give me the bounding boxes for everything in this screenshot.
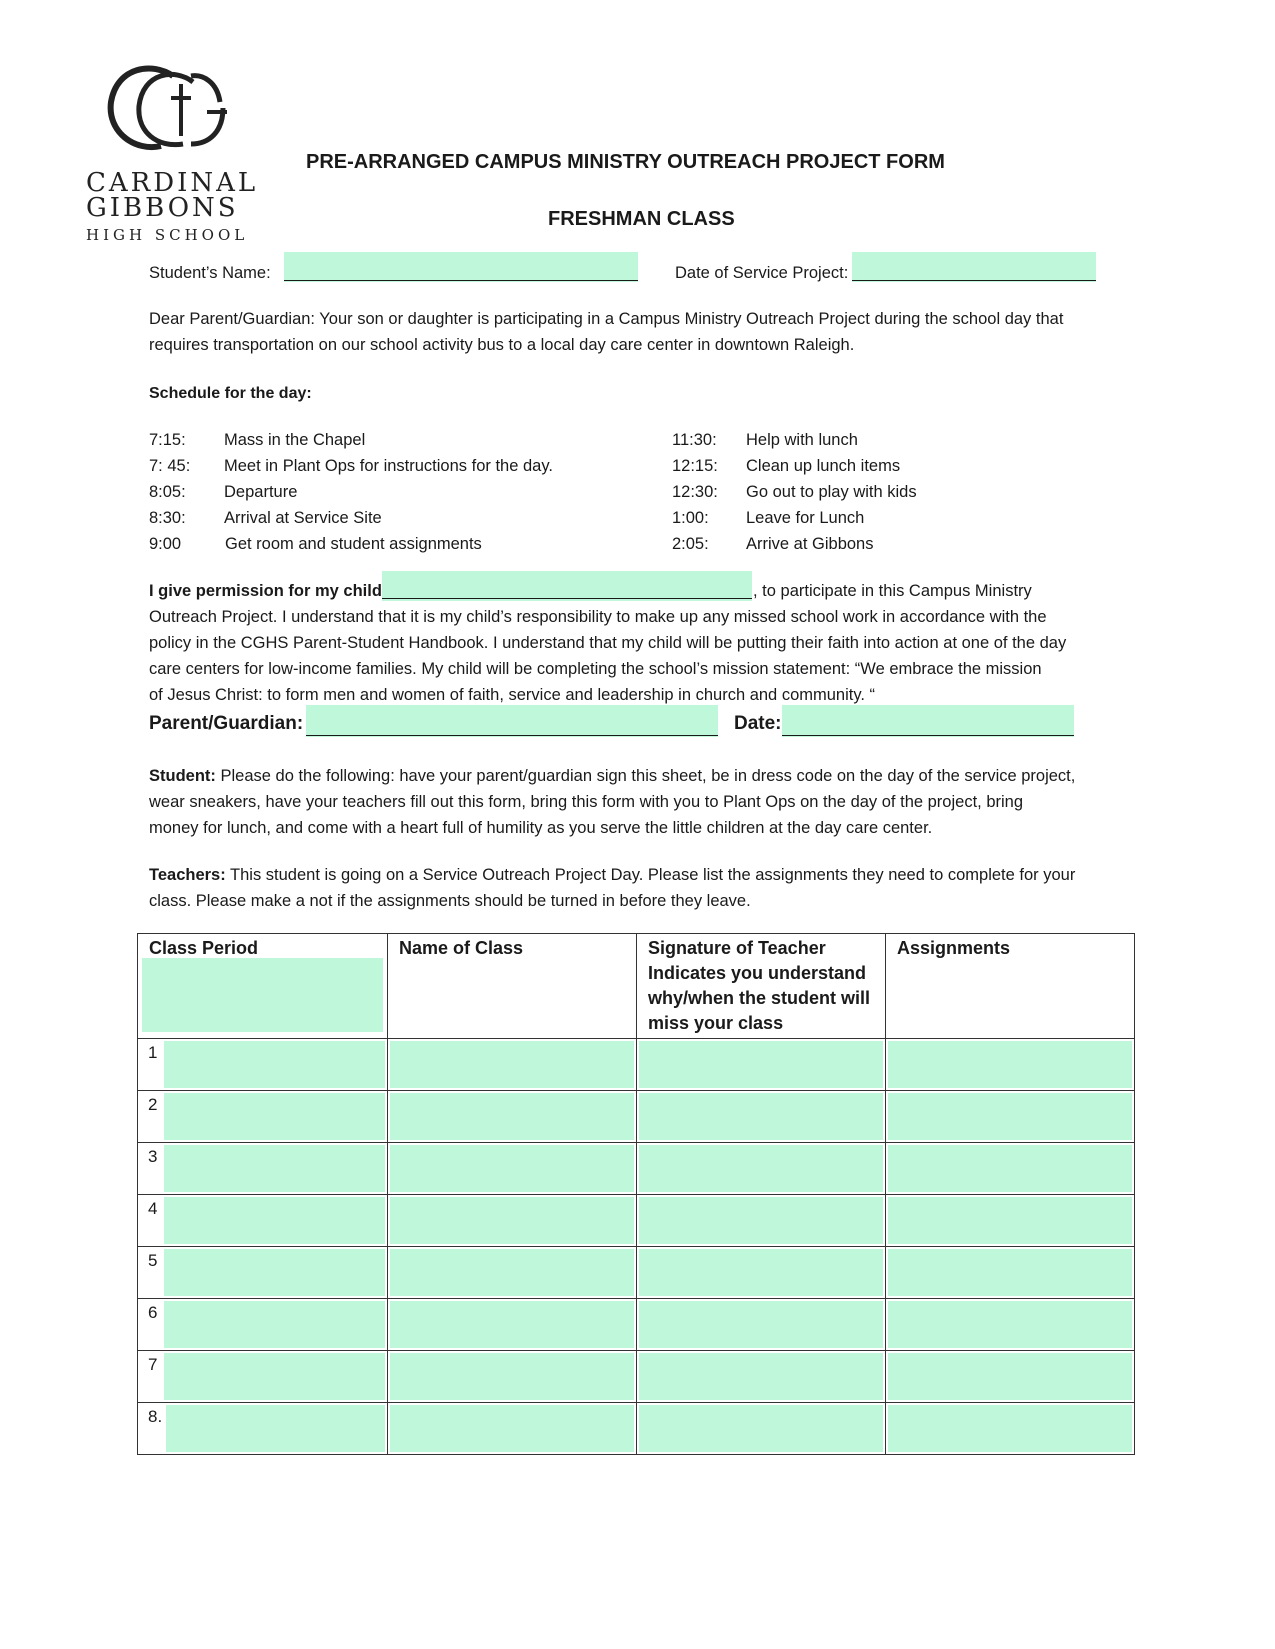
parent-guardian-underline <box>306 735 718 736</box>
table-row <box>138 1091 1135 1143</box>
assignments-cell-field[interactable] <box>888 1197 1132 1244</box>
table-row <box>138 1351 1135 1403</box>
schedule-activity: Mass in the Chapel <box>224 431 366 449</box>
logo-line-cardinal: CARDINAL <box>86 168 259 198</box>
table-row <box>138 1299 1135 1351</box>
class-name-cell-field[interactable] <box>390 1093 634 1140</box>
student-name-underline <box>284 280 638 281</box>
teacher-note-line-1: Teachers: This student is going on a Service Outreach Project Day. Please list the assignments they need to complete for your <box>149 866 1076 884</box>
table-row <box>138 1039 1135 1091</box>
assignments-cell-field[interactable] <box>888 1353 1132 1400</box>
row-number: 3 <box>148 1147 158 1166</box>
teacher-signature-cell-field[interactable] <box>639 1197 883 1244</box>
student-name-label: Student’s Name: <box>149 264 271 282</box>
assignments-cell-field[interactable] <box>888 1093 1132 1140</box>
schedule-time: 7:15: <box>149 431 186 449</box>
class-name-cell-field[interactable] <box>390 1405 634 1452</box>
student-note-line-3: money for lunch, and come with a heart full of humility as you serve the little children at the day care center. <box>149 819 933 837</box>
date-of-service-underline <box>852 280 1096 281</box>
assignments-cell-field[interactable] <box>888 1145 1132 1192</box>
intro-line-1: Dear Parent/Guardian: Your son or daughter is participating in a Campus Ministry Outreach Project during the school day that <box>149 310 1064 328</box>
child-name-field[interactable] <box>382 571 752 601</box>
assignments-cell-field[interactable] <box>888 1301 1132 1348</box>
parent-guardian-field[interactable] <box>306 705 718 737</box>
date-field[interactable] <box>782 705 1074 737</box>
header-signature-of-teacher: Signature of Teacher Indicates you understand why/when the student will miss your class <box>637 934 886 1039</box>
permission-line-2: Outreach Project. I understand that it is my child’s responsibility to make up any missed school work in accordance with the <box>149 608 1047 626</box>
schedule-activity: Departure <box>224 483 298 501</box>
student-note-label: Student: <box>149 767 216 785</box>
form-subtitle: FRESHMAN CLASS <box>548 208 735 230</box>
row-number: 7 <box>148 1355 158 1374</box>
date-of-service-label: Date of Service Project: <box>675 264 849 282</box>
class-name-cell-field[interactable] <box>390 1249 634 1296</box>
student-note-line-1: Student: Please do the following: have your parent/guardian sign this sheet, be in dress code on the day of the service project, <box>149 767 1076 785</box>
class-name-cell-field[interactable] <box>390 1197 634 1244</box>
intro-line-2: requires transportation on our school activity bus to a local day care center in downtown Raleigh. <box>149 336 855 354</box>
schedule-time: 12:30: <box>672 483 718 501</box>
teacher-signature-cell-field[interactable] <box>639 1301 883 1348</box>
class-name-cell-field[interactable] <box>390 1041 634 1088</box>
schedule-activity: Leave for Lunch <box>746 509 865 527</box>
row-number: 4 <box>148 1199 158 1218</box>
table-header-row <box>138 934 1135 1039</box>
assignments-cell-field[interactable] <box>888 1405 1132 1452</box>
schedule-time: 7: 45: <box>149 457 191 475</box>
form-title: PRE-ARRANGED CAMPUS MINISTRY OUTREACH PROJECT FORM <box>306 151 945 173</box>
schedule-heading: Schedule for the day: <box>149 385 312 402</box>
header-class-period: Class Period <box>138 934 388 1039</box>
schedule-activity: Arrive at Gibbons <box>746 535 874 553</box>
header-name-of-class: Name of Class <box>388 934 637 1039</box>
schedule-time: 8:30: <box>149 509 186 527</box>
permission-after-blank: , to participate in this Campus Ministry <box>753 582 1032 600</box>
schedule-time: 11:30: <box>672 431 717 449</box>
row-number: 2 <box>148 1095 158 1114</box>
teacher-note-line-2: class. Please make a not if the assignments should be turned in before they leave. <box>149 892 751 910</box>
row-number: 8. <box>148 1407 163 1426</box>
header-assignments: Assignments <box>886 934 1135 1039</box>
period-cell-field[interactable] <box>166 1405 385 1452</box>
schedule-activity: Get room and student assignments <box>225 535 482 553</box>
logo-line-gibbons: GIBBONS <box>86 193 239 223</box>
row-number: 5 <box>148 1251 158 1270</box>
teacher-signature-cell-field[interactable] <box>639 1041 883 1088</box>
period-cell-field[interactable] <box>164 1093 385 1140</box>
class-name-cell-field[interactable] <box>390 1301 634 1348</box>
schedule-activity: Help with lunch <box>746 431 858 449</box>
schedule-activity: Meet in Plant Ops for instructions for the day. <box>224 457 553 475</box>
schedule-time: 1:00: <box>672 509 709 527</box>
cg-monogram-icon <box>95 62 265 162</box>
assignments-cell-field[interactable] <box>888 1041 1132 1088</box>
date-label: Date: <box>734 713 782 734</box>
row-number: 1 <box>148 1043 158 1062</box>
table-row <box>138 1403 1135 1455</box>
table-row <box>138 1143 1135 1195</box>
student-name-field[interactable] <box>284 252 638 282</box>
schedule-time: 9:00 <box>149 535 182 553</box>
period-cell-field[interactable] <box>164 1353 385 1400</box>
teacher-signature-cell-field[interactable] <box>639 1093 883 1140</box>
schedule-time: 2:05: <box>672 535 709 553</box>
table-row <box>138 1247 1135 1299</box>
teacher-signature-cell-field[interactable] <box>639 1405 883 1452</box>
period-cell-field[interactable] <box>164 1249 385 1296</box>
teacher-signature-cell-field[interactable] <box>639 1145 883 1192</box>
child-name-underline <box>382 598 752 599</box>
assignments-cell-field[interactable] <box>888 1249 1132 1296</box>
schedule-time: 8:05: <box>149 483 186 501</box>
table-row <box>138 1195 1135 1247</box>
period-cell-field[interactable] <box>164 1041 385 1088</box>
parent-guardian-label: Parent/Guardian: <box>149 713 304 734</box>
period-cell-field[interactable] <box>164 1145 385 1192</box>
class-period-header-field[interactable] <box>142 958 383 1032</box>
class-name-cell-field[interactable] <box>390 1145 634 1192</box>
date-underline <box>782 735 1074 736</box>
teacher-signature-cell-field[interactable] <box>639 1353 883 1400</box>
class-assignments-table <box>137 933 1135 1455</box>
date-of-service-field[interactable] <box>852 252 1096 282</box>
row-number: 6 <box>148 1303 158 1322</box>
class-name-cell-field[interactable] <box>390 1353 634 1400</box>
schedule-activity: Arrival at Service Site <box>224 509 382 527</box>
teacher-note-label: Teachers: <box>149 866 226 884</box>
permission-lead: I give permission for my child <box>149 582 382 600</box>
permission-line-4: care centers for low-income families. My child will be completing the school’s mission statement: “We embrace the mission <box>149 660 1042 678</box>
schedule-time: 12:15: <box>672 457 718 475</box>
schedule-activity: Clean up lunch items <box>746 457 901 475</box>
period-cell-field[interactable] <box>164 1301 385 1348</box>
period-cell-field[interactable] <box>164 1197 385 1244</box>
teacher-signature-cell-field[interactable] <box>639 1249 883 1296</box>
student-note-line-2: wear sneakers, have your teachers fill out this form, bring this form with you to Plant Ops on the day of the project, bring <box>149 793 1024 811</box>
logo-line-high-school: HIGH SCHOOL <box>86 226 249 244</box>
permission-line-5: of Jesus Christ: to form men and women of faith, service and leadership in church and community. “ <box>149 686 876 704</box>
school-logo <box>95 62 265 162</box>
permission-line-3: policy in the CGHS Parent-Student Handbook. I understand that my child will be putting their faith into action at one of the day <box>149 634 1067 652</box>
schedule-activity: Go out to play with kids <box>746 483 917 501</box>
